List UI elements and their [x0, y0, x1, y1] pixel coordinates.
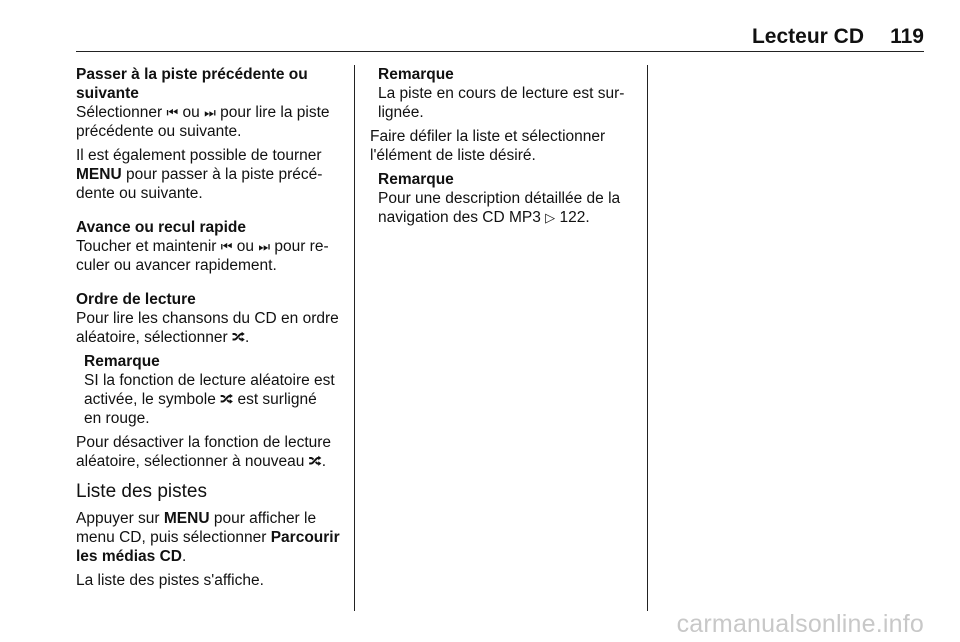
- page-number: 119: [890, 25, 924, 48]
- section-heading: Passer à la piste précédente ou suivante: [76, 66, 308, 102]
- section-title: Liste des pistes: [76, 481, 207, 502]
- paragraph: Pour lire les chansons du CD en ordre aléatoire, sélectionner 🔀︎.: [76, 310, 339, 346]
- note-title: Remarque: [378, 66, 454, 83]
- section-heading: Ordre de lecture: [76, 291, 196, 308]
- page-title: Lecteur CD: [751, 25, 864, 48]
- skip-next-icon: ⏭: [258, 240, 271, 255]
- skip-next-icon: ⏭: [204, 106, 216, 121]
- shuffle-icon: 🔀︎: [220, 393, 234, 408]
- page-reference-arrow-icon[interactable]: ▷: [545, 211, 556, 226]
- note-text: Pour une description détaillée de la navigation des CD MP3 ▷ 122.: [378, 190, 621, 226]
- note-title: Remarque: [378, 171, 454, 188]
- paragraph: Toucher et maintenir ⏮ ou ⏭ pour re- culer ou avancer rapidement.: [76, 238, 329, 274]
- paragraph: Sélectionner ⏮ ou ⏭ pour lire la piste précédente ou suivante.: [76, 104, 330, 140]
- section-heading: Avance ou recul rapide: [76, 219, 246, 236]
- column-divider: [647, 65, 648, 611]
- note-box: [84, 352, 344, 428]
- skip-previous-icon: ⏮: [220, 240, 233, 255]
- note-text: La piste en cours de lecture est sur- lignée.: [378, 85, 625, 121]
- note-title: Remarque: [84, 353, 160, 370]
- shuffle-icon: 🔀︎: [231, 331, 245, 346]
- paragraph: La liste des pistes s'affiche.: [76, 572, 264, 589]
- page-header: [76, 27, 924, 52]
- skip-previous-icon: ⏮: [166, 106, 179, 121]
- paragraph: Il est également possible de tourner MENU pour passer à la piste précé- dente ou suivante.: [76, 147, 323, 202]
- note-text: SI la fonction de lecture aléatoire est activée, le symbole 🔀︎ est surligné en rouge.: [84, 372, 335, 427]
- paragraph: Faire défiler la liste et sélectionner l'élément de liste désiré.: [370, 128, 606, 164]
- watermark: carmanualsonline.info: [676, 610, 924, 638]
- middle-column: [370, 65, 638, 232]
- paragraph: Pour désactiver la fonction de lecture aléatoire, sélectionner à nouveau 🔀︎.: [76, 434, 332, 470]
- paragraph: Appuyer sur MENU pour afficher le menu CD, puis sélectionner Parcourir les médias CD.: [76, 510, 340, 565]
- shuffle-icon: 🔀︎: [308, 455, 322, 470]
- note-box: [378, 170, 638, 227]
- note-box: [378, 65, 638, 122]
- column-divider: [354, 65, 355, 611]
- left-column: [76, 65, 344, 595]
